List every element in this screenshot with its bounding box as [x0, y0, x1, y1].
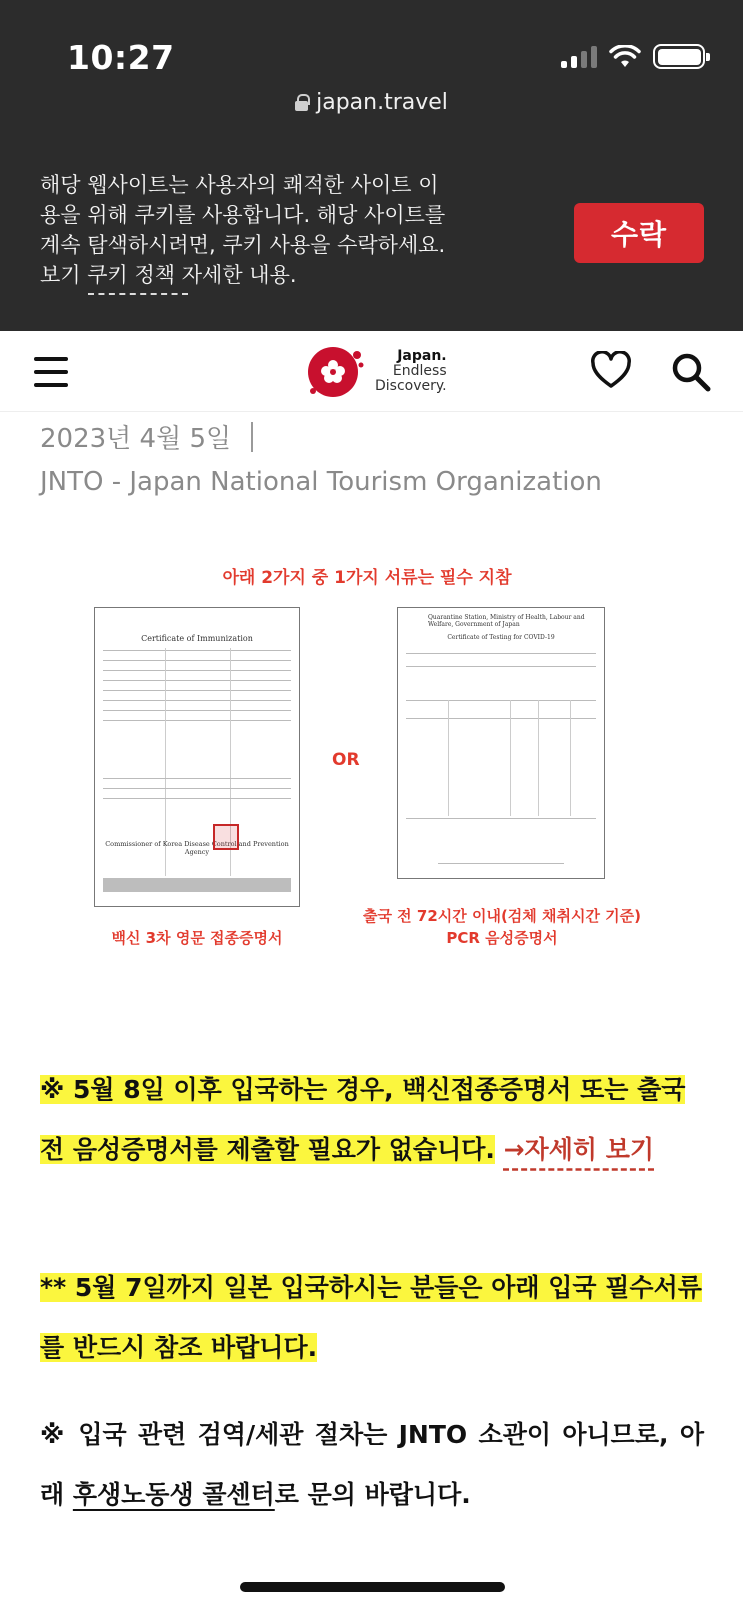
or-label: OR — [332, 750, 360, 770]
cookie-text-suffix: 자세한 내용. — [175, 263, 297, 287]
figure-caption-top: 아래 2가지 중 1가지 서류는 필수 지참 — [222, 568, 512, 588]
status-time: 10:27 — [67, 38, 175, 77]
notice-quarantine — [40, 1405, 704, 1525]
lock-icon — [295, 94, 308, 111]
notice-may8-text: ※ 5월 8일 이후 입국하는 경우, 백신접종증명서 또는 출국 전 음성증명서를 제출할 필요가 없습니다. — [40, 1075, 686, 1164]
pcr-caption-line: 출국 전 72시간 이내(검체 채취시간 기준) — [362, 907, 642, 925]
meta-divider — [251, 422, 253, 452]
cookie-text-prefix: 보기 — [40, 263, 88, 287]
article-date: 2023년 4월 5일 — [40, 424, 232, 454]
notice-may7-text: ** 5월 7일까지 일본 입국하시는 분들은 아래 입국 필수서류를 반드시 참조 바랍니다. — [40, 1273, 702, 1362]
required-documents-figure — [87, 555, 647, 965]
pcr-caption-line: PCR 음성증명서 — [446, 929, 558, 947]
pcr-certificate-image — [397, 607, 605, 879]
vaccine-certificate-caption: 백신 3차 영문 접종증명서 — [111, 929, 283, 947]
home-indicator[interactable] — [240, 1582, 505, 1592]
url-text: japan.travel — [316, 90, 448, 115]
notice-may7 — [40, 1258, 704, 1378]
top-dark-area — [0, 0, 743, 331]
logo-line: Discovery. — [375, 377, 447, 394]
address-bar[interactable] — [0, 90, 743, 115]
accept-cookies-button[interactable]: 수락 — [574, 203, 704, 263]
doc-title: Quarantine Station, Ministry of Health, Labour and Welfare, Government of Japan — [428, 614, 585, 628]
menu-icon[interactable] — [34, 357, 68, 387]
official-seal-icon — [213, 824, 239, 850]
cookie-policy-link[interactable]: 쿠키 정책 — [87, 263, 176, 287]
search-icon[interactable] — [670, 351, 712, 393]
pcr-certificate-caption — [357, 905, 647, 949]
logo-line: Japan. — [397, 347, 447, 364]
vaccination-certificate-image — [94, 607, 300, 907]
call-center-link[interactable]: 후생노동생 콜센터 — [72, 1480, 275, 1509]
article-author: JNTO - Japan National Tourism Organization — [40, 467, 602, 497]
cookie-text-line — [40, 260, 480, 290]
status-icons — [561, 44, 705, 69]
cookie-link-underline — [88, 293, 188, 295]
cookie-text-line: 해당 웹사이트는 사용자의 쾌적한 사이트 이 — [40, 173, 439, 197]
logo-text — [375, 349, 447, 394]
cookie-text-line: 용을 위해 쿠키를 사용합니다. 해당 사이트를 — [40, 203, 446, 227]
logo-line: Endless — [392, 362, 447, 379]
cookie-text-line: 계속 탐색하시려면, 쿠키 사용을 수락하세요. — [40, 233, 446, 257]
wifi-icon — [609, 45, 641, 69]
heart-icon[interactable] — [590, 351, 632, 389]
cherry-blossom-logo-icon — [305, 343, 369, 399]
notice-quarantine-prefix: ※ 입국 관련 검역/세관 절차는 JNTO 소관이 아니므로, 아래 — [40, 1420, 704, 1509]
article-meta — [40, 418, 602, 497]
cellular-signal-icon — [561, 46, 597, 68]
doc-subtitle: Certificate of Testing for COVID-19 — [447, 634, 555, 641]
site-logo[interactable] — [305, 343, 447, 399]
battery-icon — [653, 44, 705, 69]
notice-quarantine-suffix: 로 문의 바랍니다. — [274, 1480, 471, 1509]
more-details-link[interactable]: →자세히 보기 — [503, 1135, 654, 1164]
cookie-banner-text — [40, 170, 480, 290]
site-header — [0, 331, 743, 412]
doc-title: Certificate of Immunization — [141, 634, 253, 643]
notice-may8 — [40, 1060, 704, 1180]
doc-footer: Commissioner of Korea Disease Control and Prevention Agency — [105, 840, 289, 856]
